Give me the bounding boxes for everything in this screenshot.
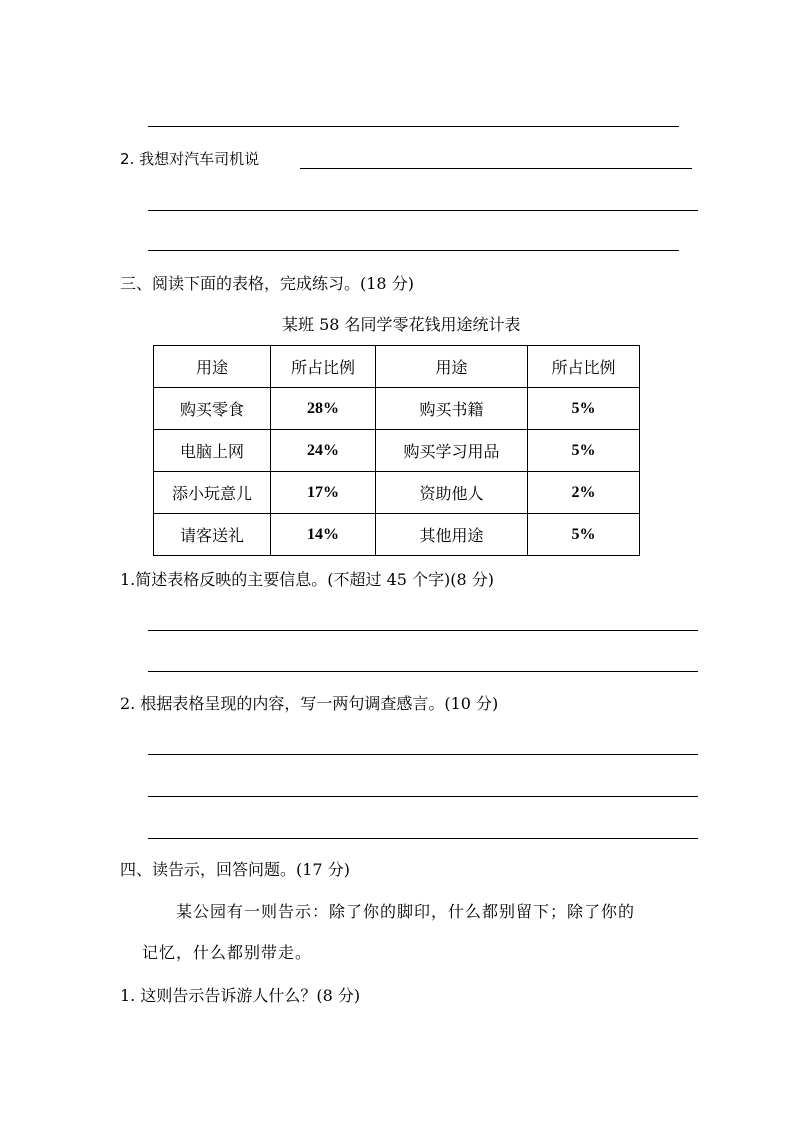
table-cell: 17% (271, 472, 376, 514)
table-cell: 其他用途 (376, 514, 528, 556)
answer-line[interactable] (148, 754, 698, 755)
table-cell: 2% (528, 472, 640, 514)
table-title: 某班 58 名同学零花钱用途统计表 (282, 315, 521, 334)
answer-line[interactable] (148, 250, 679, 251)
table-cell: 请客送礼 (154, 514, 271, 556)
table-cell: 电脑上网 (154, 430, 271, 472)
table-header-cell: 用途 (376, 346, 528, 388)
table-cell: 5% (528, 514, 640, 556)
answer-line[interactable] (148, 796, 698, 797)
table-cell: 14% (271, 514, 376, 556)
table-cell: 添小玩意儿 (154, 472, 271, 514)
statistics-table (153, 345, 640, 556)
answer-line[interactable] (148, 630, 698, 631)
table-row (154, 430, 640, 472)
table-cell: 购买学习用品 (376, 430, 528, 472)
answer-line[interactable] (148, 838, 698, 839)
table-cell: 购买零食 (154, 388, 271, 430)
answer-line[interactable] (148, 210, 698, 211)
question-label: 1. 这则告示告诉游人什么？(8 分) (120, 986, 361, 1005)
table-cell: 28% (271, 388, 376, 430)
table-cell: 5% (528, 388, 640, 430)
answer-line[interactable] (300, 168, 692, 169)
table-cell: 24% (271, 430, 376, 472)
table-header-cell: 用途 (154, 346, 271, 388)
table-row (154, 388, 640, 430)
question-label: 1.简述表格反映的主要信息。(不超过 45 个字)(8 分) (120, 570, 495, 589)
section-heading: 三、阅读下面的表格，完成练习。(18 分) (120, 274, 414, 293)
table-header-cell: 所占比例 (528, 346, 640, 388)
table-cell: 购买书籍 (376, 388, 528, 430)
table-cell: 5% (528, 430, 640, 472)
table-header-cell: 所占比例 (271, 346, 376, 388)
notice-text: 记忆，什么都别带走。 (142, 943, 313, 962)
table-cell: 资助他人 (376, 472, 528, 514)
table-header-row (154, 346, 640, 388)
section-heading: 四、读告示，回答问题。(17 分) (120, 860, 350, 879)
notice-text: 某公园有一则告示：除了你的脚印，什么都别留下；除了你的 (176, 902, 636, 921)
answer-line[interactable] (148, 126, 679, 127)
question-label: 2. 根据表格呈现的内容，写一两句调查感言。(10 分) (120, 694, 499, 713)
table-row (154, 472, 640, 514)
table-row (154, 514, 640, 556)
answer-line[interactable] (148, 671, 698, 672)
question-label: 2. 我想对汽车司机说 (120, 150, 260, 168)
